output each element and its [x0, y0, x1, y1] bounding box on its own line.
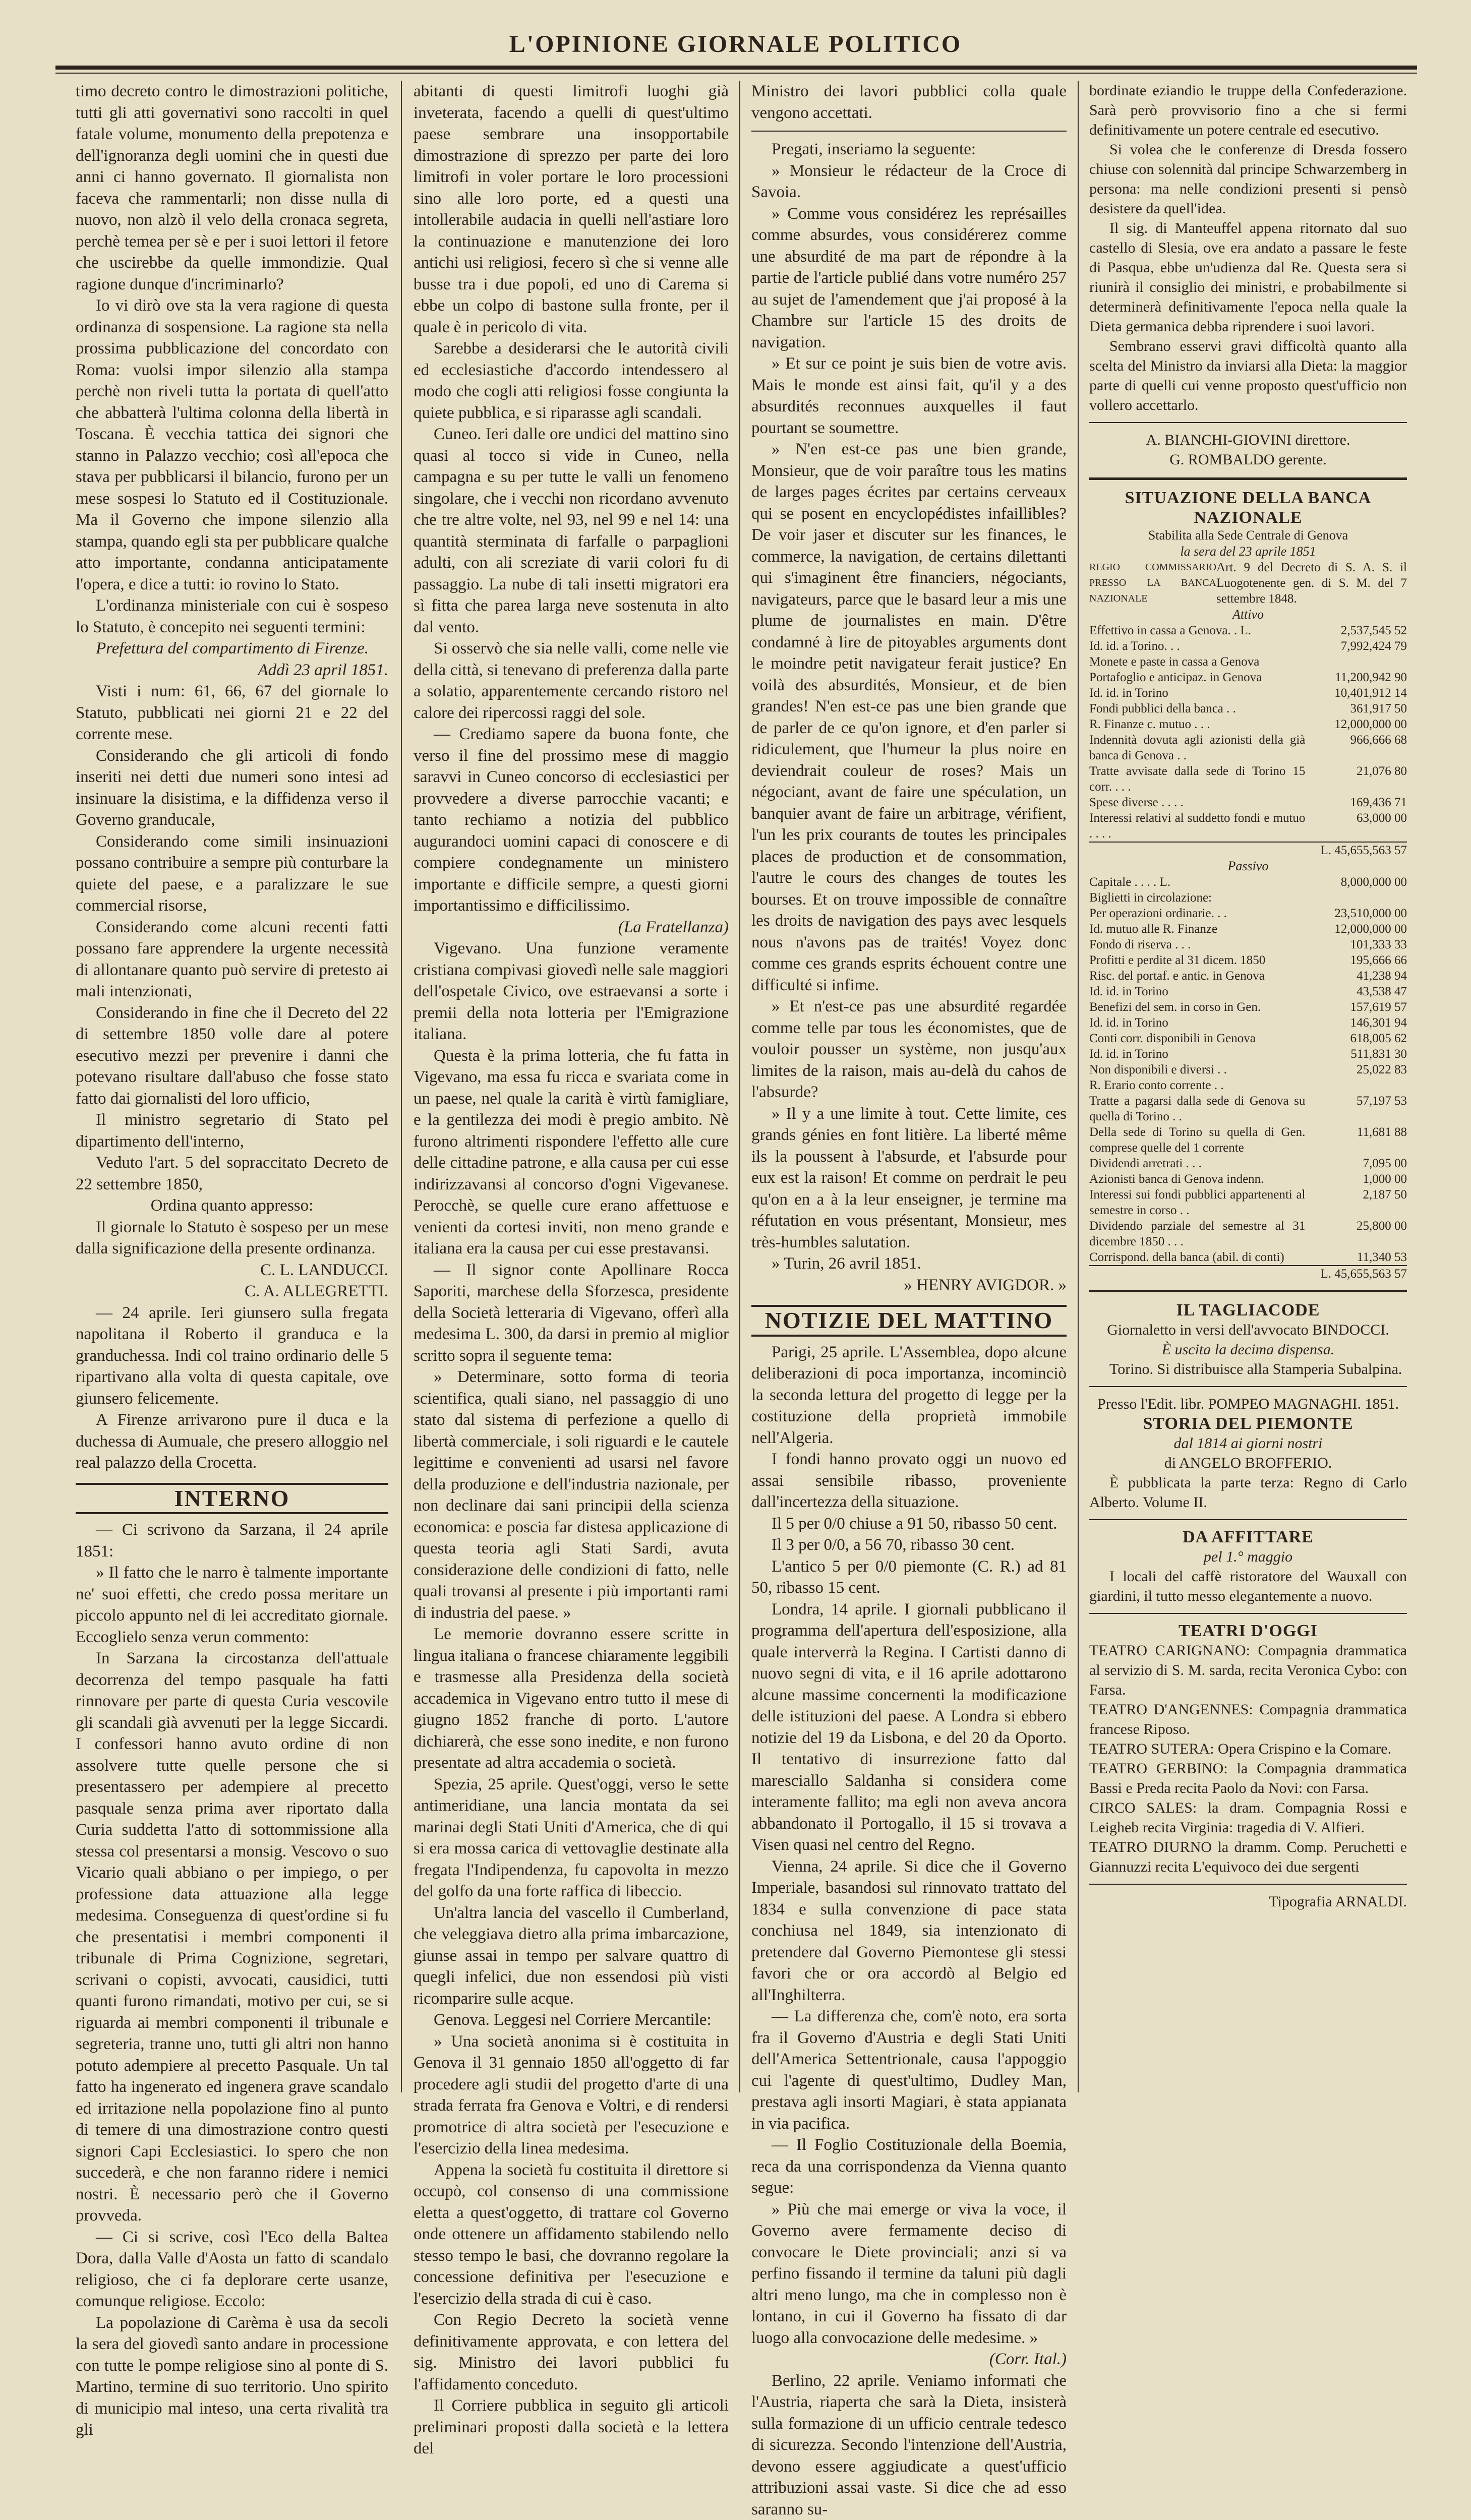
column-divider: [1078, 81, 1079, 2092]
paragraph: Veduto l'art. 5 del sopraccitato Decreto de 22 settembre 1850,: [76, 1152, 388, 1195]
liability-row: [1089, 1218, 1407, 1249]
asset-value: 21,076 80: [1305, 763, 1407, 795]
liability-value: 11,681 88: [1305, 1124, 1407, 1156]
asset-row: [1089, 638, 1407, 654]
asset-value: 10,401,912 14: [1305, 685, 1407, 701]
paragraph: Sarebbe a desiderarsi che le autorità civili ed ecclesiastiche d'accordo intendessero al modo che cogli atti religiosi fosse congiunta la quiete pubblica, e si riparasse agli scandali.: [414, 338, 729, 424]
editor-signature: A. BIANCHI-GIOVINI direttore.: [1089, 430, 1407, 450]
asset-row: [1089, 795, 1407, 810]
dateline: Addì 23 april 1851.: [76, 659, 388, 681]
tagliacode-issue: È uscita la decima dispensa.: [1089, 1340, 1407, 1359]
paragraph: — Il Foglio Costituzionale della Boemia, reca da una corrispondenza da Vienna quanto segue:: [751, 2134, 1067, 2199]
paragraph: abitanti di questi limitrofi luoghi già inveterata, facendo a quelli di quest'ultimo paese sembrare una insopportabile dimostrazione di sprezzo per parte dei loro limitrofi in voler portare le loro processioni sino alle loro porte, ed a questi una intollerabile audacia in quelli nell'astiare loro la continuazione e manutenzione dei loro antichi usi religiosi, fecero sì che si venne alle busse tra i due popoli, ed uno di Carema si ebbe un colpo di bastone sulla fronte, per il quale è in pericolo di vita.: [414, 81, 729, 338]
liability-value: 2,187 50: [1305, 1187, 1407, 1218]
paragraph: — Ci scrivono da Sarzana, il 24 aprile 1851:: [76, 1519, 388, 1562]
liability-row: [1089, 1171, 1407, 1187]
column-2: [414, 81, 729, 2092]
paragraph: Si volea che le conferenze di Dresda fossero chiuse con solennità dal principe Schwarzemberg in persona: ma nelle condizioni presenti si pensò desistere da quell'idea.: [1089, 140, 1407, 218]
theater-listing: TEATRO GERBINO: la Compagnia drammatica Bassi e Preda recita Paolo da Novi: con Farsa.: [1089, 1759, 1407, 1798]
tagliacode-title: IL TAGLIACODE: [1089, 1300, 1407, 1320]
paragraph: Pregati, inseriamo la seguente:: [751, 139, 1067, 160]
liability-label: Id. mutuo alle R. Finanze: [1089, 921, 1305, 937]
liability-row: [1089, 968, 1407, 984]
liability-label: Id. id. in Torino: [1089, 1015, 1305, 1031]
paragraph: timo decreto contro le dimostrazioni politiche, tutti gli atti governativi sono raccolti in quel fatale volume, monumento della prepotenza e dell'ignoranza degli uomini che in questi due anni ci hanno governato. Il giornalista non faceva che rammentarli; non disse nulla di nuovo, non alzò il velo della cronaca segreta, perchè temea per sè e per i suoi lettori il fetore che uscirebbe da quelle immondizie. Qual ragione dunque d'incriminarlo?: [76, 81, 388, 295]
liability-row: [1089, 921, 1407, 937]
signature: C. A. ALLEGRETTI.: [76, 1281, 388, 1302]
paragraph: — Il signor conte Apollinare Rocca Saporiti, marchese della Sforzesca, presidente della Società letteraria di Vigevano, offerì alla medesima L. 300, da darsi in premio al miglior scritto sopra il seguente tema:: [414, 1259, 729, 1367]
source-credit: (Corr. Ital.): [751, 2349, 1067, 2370]
asset-label: Id. id. in Torino: [1089, 685, 1305, 701]
liabilities-heading: Passivo: [1089, 858, 1407, 874]
theater-listing: TEATRO CARIGNANO: Compagnia drammatica al servizio di S. M. sarda, recita Veronica Cybo: con Farsa.: [1089, 1641, 1407, 1700]
liability-label: Corrispond. della banca (abil. di conti): [1089, 1249, 1305, 1265]
paragraph: Vienna, 24 aprile. Si dice che il Governo Imperiale, basandosi sul rinnovato trattato del 1834 e sulla convenzione di pace stata conchiusa nel 1849, sia intenzionato di pretendere dal Governo Piemontese gli stessi favori che or ora accordò al Belgio ed all'Inghilterra.: [751, 1856, 1067, 2006]
liability-label: Tratte a pagarsi dalla sede di Genova su quella di Torino . .: [1089, 1093, 1305, 1124]
asset-label: Monete e paste in cassa a Genova: [1089, 654, 1305, 670]
paragraph: L'antico 5 per 0/0 piemonte (C. R.) ad 81 50, ribasso 15 cent.: [751, 1556, 1067, 1599]
bank-report-title: SITUAZIONE DELLA BANCA NAZIONALE: [1089, 488, 1407, 527]
asset-value: 12,000,000 00: [1305, 716, 1407, 732]
paragraph: Appena la società fu costituita il direttore si occupò, col consenso di una commissione eletta a quest'oggetto, di trattare col Governo onde ottenere un affidamento stabilendo nello stesso tempo le basi, che dovranno regolare la concessione definitiva per l'esecuzione e l'esercizio della strada di cui è caso.: [414, 2159, 729, 2310]
asset-label: Id. id. a Torino. . .: [1089, 638, 1305, 654]
liability-value: 511,831 30: [1305, 1046, 1407, 1062]
source-credit: (La Fratellanza): [414, 917, 729, 938]
paragraph: » Il y a une limite à tout. Cette limite, ces grands génies en font litière. La liberté même ils la poussent à l'absurde, et l'absurde pour eux est la raison! Et comme on perdrait le peu qu'on en a à la leur enseigner, je termine ma réfutation en vous présentant, Monsieur, mes très-humbles salutation.: [751, 1103, 1067, 1253]
asset-value: 7,992,424 79: [1305, 638, 1407, 654]
liability-row: [1089, 999, 1407, 1015]
paragraph: » Una società anonima si è costituita in Genova il 31 gennaio 1850 all'oggetto di far procedere agli studii del progetto d'arte di una strada ferrata fra Genova e Voltri, e di rendersi promotrice di altra società per l'esecuzione e l'esercizio della linea medesima.: [414, 2031, 729, 2159]
storia-title: STORIA DEL PIEMONTE: [1089, 1414, 1407, 1433]
asset-label: Tratte avvisate dalla sede di Torino 15 corr. . . .: [1089, 763, 1305, 795]
paragraph: Spezia, 25 aprile. Quest'oggi, verso le sette antimeridiane, una lancia montata da sei marinai degli Stati Uniti d'America, che di qui si era mossa carica di vettovaglie destinate alla fregata l'Indipendenza, fu capovolta in mezzo del golfo da una forte raffica di libeccio.: [414, 1774, 729, 1902]
liabilities-table: [1089, 874, 1407, 1265]
liability-value: 25,022 83: [1305, 1062, 1407, 1077]
liability-value: 8,000,000 00: [1305, 874, 1407, 890]
paragraph: Berlino, 22 aprile. Veniamo informati che l'Austria, riaperta che sarà la Dieta, insisterà sulla formazione di un ufficio centrale tedesco di sicurezza. Secondo l'intenzione dell'Austria, devono essere aggiudicate a quest'ufficio attribuzioni assai vaste. Si dice che ad esso saranno su-: [751, 2370, 1067, 2520]
paragraph: Ordina quanto appresso:: [76, 1195, 388, 1217]
asset-label: Interessi relativi al suddetto fondi e mutuo . . . .: [1089, 810, 1305, 842]
liability-value: [1305, 1077, 1407, 1093]
masthead-rule-thin: [55, 73, 1417, 74]
paragraph: Il 3 per 0/0, a 56 70, ribasso 30 cent.: [751, 1534, 1067, 1556]
paragraph: » Monsieur le rédacteur de la Croce di Savoia.: [751, 160, 1067, 203]
liability-value: 1,000 00: [1305, 1171, 1407, 1187]
paragraph: Considerando come simili insinuazioni possano contribuire a sempre più conturbare la quiete del paese, e a paralizzare le sue commercial risorse,: [76, 831, 388, 917]
divider: [751, 131, 1067, 132]
asset-value: 966,666 68: [1305, 732, 1407, 763]
asset-row: [1089, 810, 1407, 842]
divider: [1089, 1519, 1407, 1520]
asset-label: Portafoglio e anticipaz. in Genova: [1089, 670, 1305, 685]
liability-row: [1089, 1046, 1407, 1062]
liability-row: [1089, 906, 1407, 921]
assets-total: [1089, 842, 1407, 858]
paragraph: » Turin, 26 avril 1851.: [751, 1253, 1067, 1275]
asset-value: 2,537,545 52: [1305, 623, 1407, 638]
liability-value: [1305, 890, 1407, 906]
liability-label: Capitale . . . . L.: [1089, 874, 1305, 890]
liability-value: 101,333 33: [1305, 937, 1407, 952]
theater-listing: TEATRO DIURNO la dramm. Comp. Peruchetti e Giannuzzi recita L'equivoco dei due sergenti: [1089, 1837, 1407, 1877]
masthead-rule: [55, 66, 1417, 70]
liability-label: Biglietti in circolazione:: [1089, 890, 1305, 906]
paragraph: — 24 aprile. Ieri giunsero sulla fregata napolitana il Roberto il granduca e la granduchessa. Indi col traino ordinario delle 5 ripartivano alla volta di questa capitale, ove giunsero felicemente.: [76, 1302, 388, 1410]
liability-label: Fondo di riserva . . .: [1089, 937, 1305, 952]
liability-row: [1089, 1015, 1407, 1031]
paragraph: Ministro dei lavori pubblici colla quale vengono accettati.: [751, 81, 1067, 124]
printer-credit: Tipografia ARNALDI.: [1089, 1892, 1407, 1911]
liability-value: 11,340 53: [1305, 1249, 1407, 1265]
paragraph: — Crediamo sapere da buona fonte, che verso il fine del prossimo mese di maggio saravvi in Cuneo concorso di ecclesiastici per provvedere a diverse parrocchie vacanti; e tanto rechiamo a notizia del pubblico augurandoci uomini capaci di conoscere e di compiere condegnamente un ministero importante e difficile sempre, a questi giorni importantissimo e difficilissimo.: [414, 724, 729, 917]
asset-label: Effettivo in cassa a Genova. . L.: [1089, 623, 1305, 638]
liability-label: Id. id. in Torino: [1089, 1046, 1305, 1062]
liability-label: Profitti e perdite al 31 dicem. 1850: [1089, 952, 1305, 968]
liability-value: 157,619 57: [1305, 999, 1407, 1015]
liability-label: Della sede di Torino su quella di Gen. comprese quelle del 1 corrente: [1089, 1124, 1305, 1156]
paragraph: A Firenze arrivarono pure il duca e la duchessa di Aumuale, che presero alloggio nel real palazzo della Crocetta.: [76, 1409, 388, 1474]
liability-value: 7,095 00: [1305, 1156, 1407, 1171]
paragraph: Considerando come alcuni recenti fatti possano fare apprendere la urgente necessità di allontanare quanto può servire di pretesto ai mali intenzionati,: [76, 917, 388, 1002]
theater-listing: CIRCO SALES: la dram. Compagnia Rossi e Leigheb recita Virginia: tragedia di V. Alfieri.: [1089, 1798, 1407, 1837]
section-heading-notizie: NOTIZIE DEL MATTINO: [751, 1305, 1067, 1337]
paragraph: Vigevano. Una funzione veramente cristiana compivasi giovedì nelle sale maggiori dell'ospetale Civico, ove estraevansi a sorte i premii della nota lotteria per l'Emigrazione italiana.: [414, 938, 729, 1045]
asset-value: [1305, 654, 1407, 670]
assets-total-value: L. 45,655,563 57: [1305, 842, 1407, 858]
liability-value: 618,005 62: [1305, 1031, 1407, 1046]
liability-row: [1089, 1124, 1407, 1156]
divider: [1089, 1290, 1407, 1292]
paragraph: Sembrano esservi gravi difficoltà quanto alla scelta del Ministro da inviarsi alla Dieta: la maggior parte di quelli cui venne proposto quest'ufficio non vollero accettarlo.: [1089, 336, 1407, 415]
rent-desc: I locali del caffè ristoratore del Wauxall con giardini, il tutto messo elegantemente a nuovo.: [1089, 1567, 1407, 1606]
bank-report-subtitle: Stabilita alla Sede Centrale di Genova: [1089, 527, 1407, 544]
asset-value: 63,000 00: [1305, 810, 1407, 842]
liability-row: [1089, 937, 1407, 952]
column-divider: [739, 81, 740, 2092]
divider: [1089, 1386, 1407, 1387]
theater-listing: TEATRO SUTERA: Opera Crispino e la Comare.: [1089, 1739, 1407, 1759]
tagliacode-dist: Torino. Si distribuisce alla Stamperia Subalpina.: [1089, 1359, 1407, 1379]
paragraph: » Il fatto che le narro è talmente importante ne' suoi effetti, che credo possa meritare un piccolo appunto nel di lei accreditato giornale. Eccoglielo senza verun commento:: [76, 1562, 388, 1648]
storia-author: di ANGELO BROFFERIO.: [1089, 1453, 1407, 1473]
paragraph: Un'altra lancia del vascello il Cumberland, che veleggiava dietro alla prima imbarcazione, giunse assai in tempo per salvare quattro di quegli infelici, due non essendosi più visti ricomparire sulle acque.: [414, 1902, 729, 2010]
liabilities-total-value: L. 45,655,563 57: [1305, 1266, 1407, 1282]
liability-label: Dividendi arretrati . . .: [1089, 1156, 1305, 1171]
liability-row: [1089, 1093, 1407, 1124]
liability-value: 25,800 00: [1305, 1218, 1407, 1249]
liability-row: [1089, 952, 1407, 968]
liability-value: 41,238 94: [1305, 968, 1407, 984]
paragraph: Genova. Leggesi nel Corriere Mercantile:: [414, 2009, 729, 2031]
paragraph: Questa è la prima lotteria, che fu fatta in Vigevano, ma essa fu ricca e svariata come in un paese, nel quale la carità è virtù famigliare, e la gentilezza dei modi è pregio ambito. Nè furono altrimenti rispondere l'effetto alle cure delle cittadine patrone, e alla causa per cui esse indirizzavansi al concorso d'ogni Vigevanese. Perocchè, se quelle cure erano affettuose e venienti da cortesi inviti, non meno grande e italiana era la causa per cui esse prestavansi.: [414, 1045, 729, 1259]
liability-value: 57,197 53: [1305, 1093, 1407, 1124]
liability-row: [1089, 1187, 1407, 1218]
paragraph: Visti i num: 61, 66, 67 del giornale lo Statuto, pubblicati nei giorni 21 e 22 del corrente mese.: [76, 681, 388, 745]
paragraph: I fondi hanno provato oggi un nuovo ed assai sensibile ribasso, proveniente dall'incertezza della situazione.: [751, 1449, 1067, 1513]
theaters-list: [1089, 1641, 1407, 1877]
rent-date: pel 1.° maggio: [1089, 1547, 1407, 1567]
liability-value: 12,000,000 00: [1305, 921, 1407, 937]
liability-value: 195,666 66: [1305, 952, 1407, 968]
paragraph: Considerando che gli articoli di fondo inseriti nei detti due numeri sono intesi ad insinuare la disistima, e la diffidenza verso il Governo granducale,: [76, 745, 388, 831]
paragraph: Considerando in fine che il Decreto del 22 di settembre 1850 volle dare al potere esecutivo mezzi per prevenire i danni che potevano risultare dall'abuso che fosse stato fatto dai giornalisti del loro ufficio,: [76, 1002, 388, 1110]
liability-label: Conti corr. disponibili in Genova: [1089, 1031, 1305, 1046]
paragraph: Con Regio Decreto la società venne definitivamente approvata, e con lettera del sig. Ministro dei lavori pubblici fu l'affidamento conceduto.: [414, 2309, 729, 2395]
paragraph: L'ordinanza ministeriale con cui è sospeso lo Statuto, è concepito nei seguenti termini:: [76, 595, 388, 638]
section-heading-interno: INTERNO: [76, 1483, 388, 1515]
signature: C. L. LANDUCCI.: [76, 1259, 388, 1281]
paragraph: — La differenza che, com'è noto, era sorta fra il Governo d'Austria e degli Stati Uniti dell'America Settentrionale, causa l'appoggio cui l'agente di quest'ultimo, Dudley Man, prestava agli insorti Magiari, è stata appianata in via pacifica.: [751, 2006, 1067, 2134]
column-1: [76, 81, 388, 2092]
assets-heading: Attivo: [1089, 607, 1407, 623]
paragraph: bordinate eziandio le truppe della Confederazione. Sarà però provvisorio fino a che si fermi definitivamente un potere centrale ed esecutivo.: [1089, 81, 1407, 140]
asset-row: [1089, 654, 1407, 670]
paragraph: Il giornale lo Statuto è sospeso per un mese dalla significazione della presente ordinanza.: [76, 1217, 388, 1259]
theater-listing: TEATRO D'ANGENNES: Compagnia drammatica francese Riposo.: [1089, 1700, 1407, 1739]
liability-row: [1089, 984, 1407, 999]
liability-label: R. Erario conto corrente . .: [1089, 1077, 1305, 1093]
paragraph: » N'en est-ce pas une bien grande, Monsieur, que de voir paraître tous les matins de larges pages écrites par certains cerveaux qui se posent en encyclopédistes infaillibles? De voir jaser et discuter sur les finances, le commerce, la navigation, de certains dilettanti qui s'imaginent être financiers, négociants, navigateurs, parce que le basard leur a mis une plume de journalistes en main. D'être condamné à lire de pitoyables arguments dont le moindre petit navigateur ferait justice? En voilà des absurdités, Monsieur, et de bien grandes! N'en est-ce pas une bien grande que de parler de ce qu'on ignore, et d'en parler si ridiculement, que l'humeur la plus noire en deviendrait couleur de roses? Mais un négociant, avant de faire une spéculation, un banquier avant de faire un arbitrage, vérifient, l'un les prix courants de toutes les principales places de production et de consommation, l'autre le cours des changes de toutes les bourses. Et on trouve impossible de connaître les droits de navigation des pays avec lesquels nous n'avons pas de traités! Voyez donc comme ces grands esprits échouent contre une difficulté si infime.: [751, 439, 1067, 996]
liabilities-total: [1089, 1265, 1407, 1282]
liability-row: [1089, 1249, 1407, 1265]
paragraph: » Determinare, sotto forma di teoria scientifica, quali siano, nel passaggio di uno stato dal sistema di perfezione a quello di libertà commerciale, i soli riguardi e le cautele legittime e convenienti ad usarsi nel favore della produzione e dell'industria nazionale, per non declinare dai sani principii della scienza economica: e poscia far distesa applicazione di questa teoria agli Stati Sardi, avuta considerazione delle condizioni di fatto, nelle quali trovansi al presente i più importanti rami di industria del paese. »: [414, 1366, 729, 1624]
paragraph: Il 5 per 0/0 chiuse a 91 50, ribasso 50 cent.: [751, 1513, 1067, 1535]
paragraph: Il ministro segretario di Stato pel dipartimento dell'interno,: [76, 1109, 388, 1152]
paragraph: Londra, 14 aprile. I giornali pubblicano il programma dell'apertura dell'esposizione, alla quale interverrà la Regina. I Cartisti danno di nuovo segni di vita, e il 16 aprile adottarono alcune massime concernenti la modificazione delle istituzioni del paese. A Londra si ebbero notizie del 19 da Lisbona, e del 20 da Oporto. Il tentativo di insurrezione fatto dal maresciallo Saldanha si considera come interamente fallito; ma egli non aveva ancora abbandonato il Portogallo, il 15 si trovava a Visen quasi nel centro del Regno.: [751, 1599, 1067, 1856]
asset-row: [1089, 732, 1407, 763]
paragraph: Prefettura del compartimento di Firenze.: [76, 638, 388, 659]
asset-label: Fondi pubblici della banca . .: [1089, 701, 1305, 716]
paragraph: La popolazione di Carèma è usa da secoli la sera del giovedì santo andare in processione con tutte le pompe religiose sino al ponte di S. Martino, termine di suo territorio. Uno spirito di municipio mal inteso, una certa rivalità tra gli: [76, 2312, 388, 2441]
asset-label: R. Finanze c. mutuo . . .: [1089, 716, 1305, 732]
asset-row: [1089, 685, 1407, 701]
paragraph: Parigi, 25 aprile. L'Assemblea, dopo alcune deliberazioni di poca importanza, incominciò la seconda lettura del progetto di legge per la costituzione della proprietà immobile nell'Algeria.: [751, 1342, 1067, 1449]
asset-row: [1089, 701, 1407, 716]
liability-row: [1089, 1077, 1407, 1093]
signature: » HENRY AVIGDOR. »: [751, 1275, 1067, 1296]
liability-row: [1089, 890, 1407, 906]
paragraph: » Et sur ce point je suis bien de votre avis. Mais le monde est ainsi fait, qu'il y a des absurdités reconnues auxquelles il faut pourtant se soumettre.: [751, 353, 1067, 439]
liability-label: Dividendo parziale del semestre al 31 dicembre 1850 . . .: [1089, 1218, 1305, 1249]
divider: [1089, 422, 1407, 423]
manager-signature: G. ROMBALDO gerente.: [1089, 450, 1407, 469]
column-3: [751, 81, 1067, 2092]
paragraph: » Comme vous considérez les représailles comme absurdes, vous considérerez comme une absurdité de ma part de répondre à la partie de l'article publié dans votre numéro 257 au sujet de l'amendement que j'ai proposé à la Chambre sur l'article 15 des droits de navigation.: [751, 203, 1067, 353]
paragraph: Cuneo. Ieri dalle ore undici del mattino sino quasi al tocco si vide in Cuneo, nella campagna e su per tutte le valli un fenomeno singolare, che i vecchi non ricordano avvenuto che tre altre volte, nel 93, nel 99 e nel 14: una quantità sterminata di farfalle o parpaglioni adulti, con ali screziate di varii colori fu di passaggio. La nube di tali insetti migratori era sì fitta che parea larga neve sostenuta in alto dal vento.: [414, 424, 729, 638]
paragraph: Le memorie dovranno essere scritte in lingua italiana o francese chiaramente leggibili e trasmesse alla Presidenza della società accademica in Vigevano entro tutto il mese di giugno 1852 franche di porto. L'autore dichiarerà, che esse sono inedite, e non furono presentate ad altra accademia o società.: [414, 1624, 729, 1774]
divider: [1089, 1613, 1407, 1614]
asset-value: 169,436 71: [1305, 795, 1407, 810]
liability-row: [1089, 874, 1407, 890]
divider: [1089, 477, 1407, 480]
liability-label: Interessi sui fondi pubblici appartenenti al semestre in corso . .: [1089, 1187, 1305, 1218]
paragraph: Si osservò che sia nelle valli, come nelle vie della città, si tenevano di preferenza dalla parte a solatio, apparentemente cercando ristoro nel calore dei ripercossi raggi del sole.: [414, 638, 729, 724]
liability-label: Risc. del portaf. e antic. in Genova: [1089, 968, 1305, 984]
storia-subtitle: dal 1814 ai giorni nostri: [1089, 1433, 1407, 1453]
tagliacode-desc: Giornaletto in versi dell'avvocato BINDOCCI.: [1089, 1320, 1407, 1340]
asset-value: 361,917 50: [1305, 701, 1407, 716]
paragraph: In Sarzana la circostanza dell'attuale decorrenza del tempo pasquale ha fatti rinnovare per parte di questa Curia vescovile gli scandali già avvenuti per la legge Siccardi. I confessori hanno avuto ordine di non assolvere tutte quelle persone che si presentassero per adempiere al precetto pasquale senza prima aver riportato dalla Curia suddetta l'atto di sottommissione alla stessa col presentarsi a monsig. Vescovo o suo Vicario quali abbiano o per impiego, o per professione data attuazione alla legge medesima. Conseguenza di quest'ordine si fu che presentatisi i membri componenti il tribunale di Prima Cognizione, segretari, scrivani o copisti, avvocati, causidici, tutti quanti furono rimandati, motivo per cui, se si riguarda ai membri componenti il tribunale e segreteria, tranne uno, tutti gli altri non hanno potuto adempiere al precetto Pasquale. Un tal fatto ha ingenerato ed ingenera grave scandalo ed irritazione nella popolazione fino al punto di temere di una dimostrazione contro questi signori Capi Ecclesiastici. Io spero che non succederà, e che non faranno ridere i nemici nostri. È necessario però che il Governo provveda.: [76, 1648, 388, 2227]
asset-row: [1089, 716, 1407, 732]
liability-value: 23,510,000 00: [1305, 906, 1407, 921]
paragraph: » Più che mai emerge or viva la voce, il Governo avere fermamente deciso di convocare le Diete provinciali; anzi si va perfino fissando il termine da taluni più dagli altri meno lungo, ma che in complesso non è lontano, in cui il Governo ha fissato di dar luogo alla convocazione delle medesime. »: [751, 2199, 1067, 2349]
divider: [1089, 1884, 1407, 1885]
liability-label: Per operazioni ordinarie. . .: [1089, 906, 1305, 921]
paragraph: Io vi dirò ove sta la vera ragione di questa ordinanza di sospensione. La ragione sta nella prossima pubblicazione del concordato con Roma: vuolsi impor silenzio alla stampa perchè non riveli tutta la portata di quell'atto che abbatterà l'ultima colonna della libertà in Toscana. È vecchia tattica dei signori che stanno in Palazzo vecchio; così all'epoca che stava per pubblicarsi il bilancio, furono per un mese sospesi lo Statuto ed il Costituzionale. Ma il Governo che impone silenzio alla stampa, quando egli sta per pubblicare qualche atto importante, condanna anticipatamente l'opera, e dice a tutti: io rovino lo Stato.: [76, 295, 388, 595]
paragraph: Il Corriere pubblica in seguito gli articoli preliminari proposti dalla società e la lettera del: [414, 2395, 729, 2459]
asset-value: 11,200,942 90: [1305, 670, 1407, 685]
column-4: [1089, 81, 1407, 2092]
paragraph: » Et n'est-ce pas une absurdité regardée comme telle par tous les économistes, que de vouloir pousser un système, non jusqu'aux limites de la raison, mais au-delà du cahos de l'absurde?: [751, 996, 1067, 1103]
bank-commissioner: REGIO COMMISSARIO PRESSO LA BANCA NAZIONALE: [1089, 560, 1216, 607]
theaters-title: TEATRI D'OGGI: [1089, 1621, 1407, 1641]
liability-row: [1089, 1031, 1407, 1046]
asset-row: [1089, 670, 1407, 685]
storia-note: È pubblicata la parte terza: Regno di Carlo Alberto. Volume II.: [1089, 1473, 1407, 1512]
liability-row: [1089, 1156, 1407, 1171]
assets-table: [1089, 623, 1407, 842]
bank-header-table: [1089, 560, 1407, 607]
rent-title: DA AFFITTARE: [1089, 1527, 1407, 1547]
asset-row: [1089, 623, 1407, 638]
liability-label: Benefizi del sem. in corso in Gen.: [1089, 999, 1305, 1015]
paragraph: Il sig. di Manteuffel appena ritornato dal suo castello di Slesia, ove era andato a passare le feste di Pasqua, ebbe un'udienza dal Re. Questa sera si riunirà il consiglio dei ministri, e probabilmente si determinerà definitivamente l'epoca nella quale la Dieta germanica debba riprendere i suoi lavori.: [1089, 218, 1407, 336]
asset-label: Indennità dovuta agli azionisti della già banca di Genova . .: [1089, 732, 1305, 763]
paragraph: — Ci si scrive, così l'Eco della Baltea Dora, dalla Valle d'Aosta un fatto di scandalo religioso, che ci fa deplorare certe usanze, comunque religiose. Eccolo:: [76, 2227, 388, 2312]
liability-label: Azionisti banca di Genova indenn.: [1089, 1171, 1305, 1187]
bank-report-date: la sera del 23 aprile 1851: [1089, 544, 1407, 560]
bank-decree: Art. 9 del Decreto di S. A. S. il Luogotenente gen. di S. M. del 7 settembre 1848.: [1216, 560, 1407, 607]
liability-label: Non disponibili e diversi . .: [1089, 1062, 1305, 1077]
liability-label: Id. id. in Torino: [1089, 984, 1305, 999]
liability-row: [1089, 1062, 1407, 1077]
storia-publisher: Presso l'Edit. libr. POMPEO MAGNAGHI. 1851.: [1089, 1394, 1407, 1414]
asset-row: [1089, 763, 1407, 795]
liability-value: 43,538 47: [1305, 984, 1407, 999]
liability-value: 146,301 94: [1305, 1015, 1407, 1031]
masthead-title: L'OPINIONE GIORNALE POLITICO: [61, 30, 1410, 58]
column-divider: [401, 81, 402, 2092]
asset-label: Spese diverse . . . .: [1089, 795, 1305, 810]
